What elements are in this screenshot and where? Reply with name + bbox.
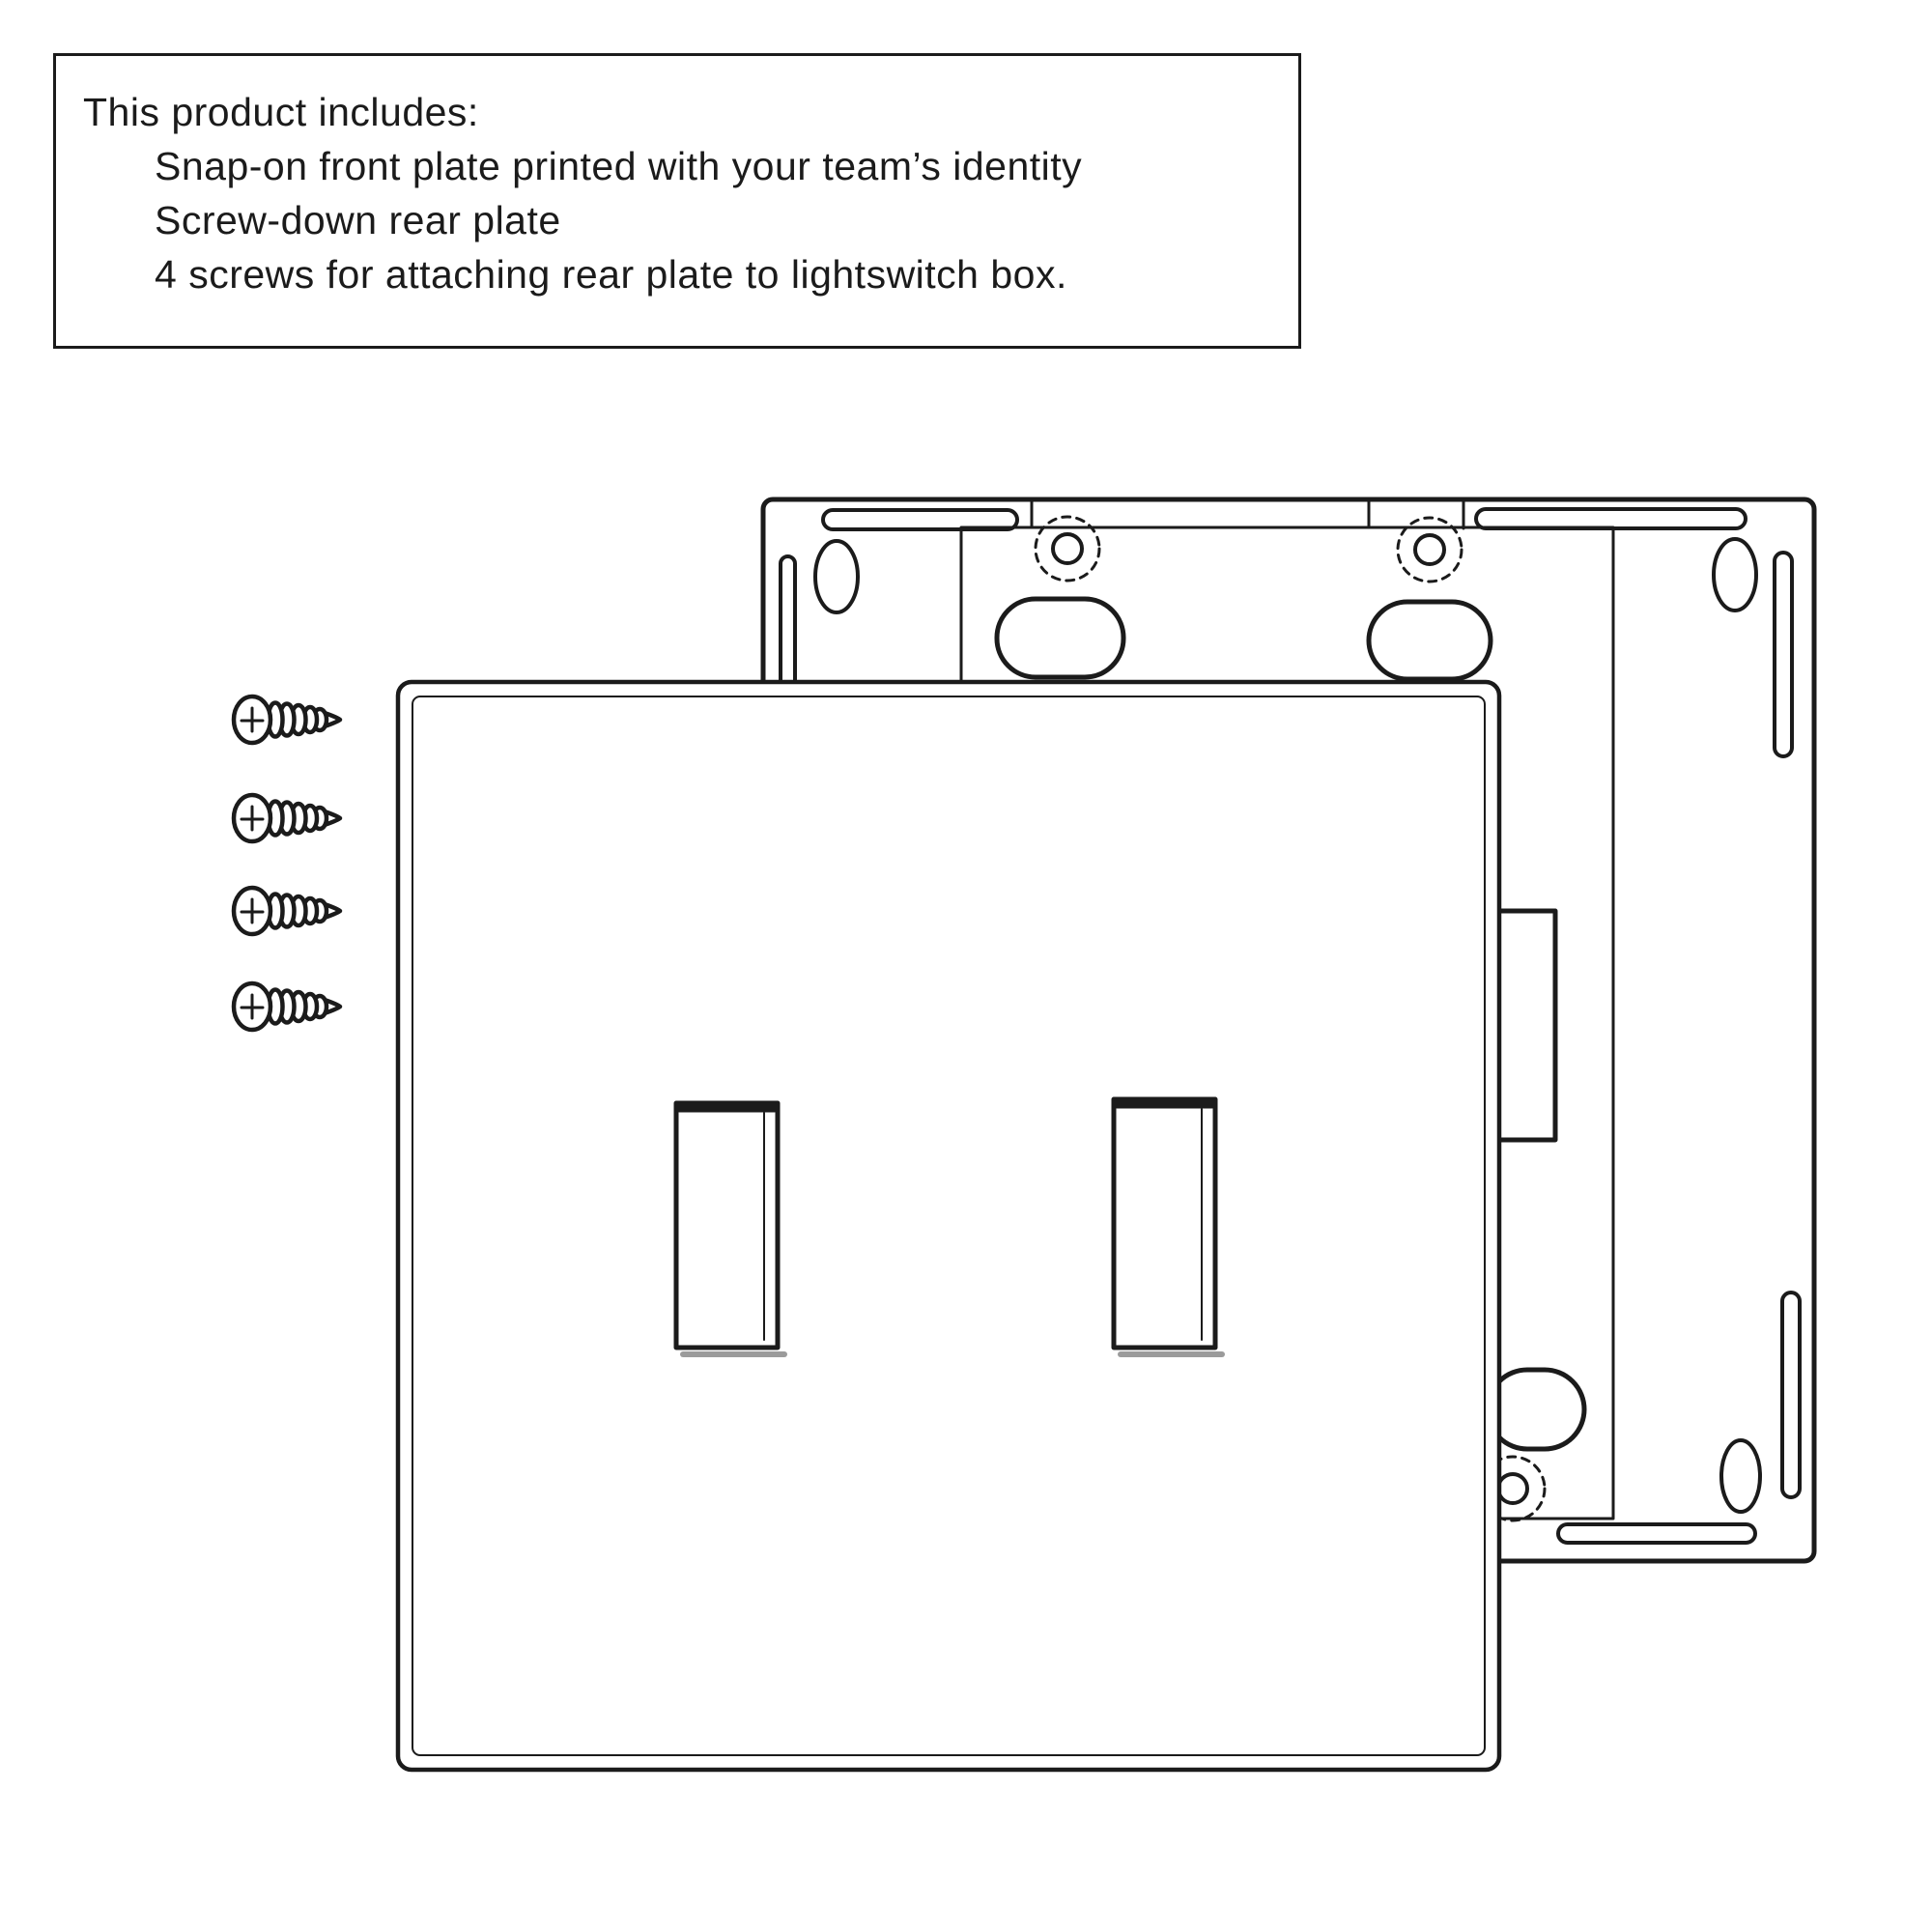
side-slot-top-right xyxy=(1775,553,1792,756)
corner-oval-bottom-right xyxy=(1721,1440,1760,1512)
info-title: This product includes: xyxy=(83,90,479,134)
cable-knockout-top-right xyxy=(1369,602,1491,679)
rim-slot-right xyxy=(1476,509,1746,528)
corner-oval-top-left xyxy=(815,541,858,612)
info-item-rear-plate: Screw-down rear plate xyxy=(155,198,561,242)
bottom-slot xyxy=(1558,1524,1755,1543)
mounting-tab xyxy=(1492,911,1555,1140)
screw-4 xyxy=(234,983,340,1030)
front-plate xyxy=(398,682,1499,1770)
cable-knockout-bottom xyxy=(1488,1370,1584,1449)
screw-1 xyxy=(234,696,340,743)
side-slot-top-left xyxy=(781,556,795,701)
corner-oval-top-right xyxy=(1714,539,1756,611)
screws xyxy=(234,696,340,1030)
info-item-screws: 4 screws for attaching rear plate to lightswitch box. xyxy=(155,252,1067,297)
toggle-opening-right xyxy=(1114,1099,1222,1354)
screw-2 xyxy=(234,795,340,841)
front-plate-outline xyxy=(398,682,1499,1770)
screw-3 xyxy=(234,888,340,934)
cable-knockout-top-left xyxy=(997,599,1123,677)
info-item-front-plate: Snap-on front plate printed with your team’s identity xyxy=(155,144,1083,188)
rim-seam-lines xyxy=(1032,501,1463,528)
side-slot-bottom-right xyxy=(1782,1293,1800,1497)
toggle-opening-left xyxy=(676,1103,784,1354)
